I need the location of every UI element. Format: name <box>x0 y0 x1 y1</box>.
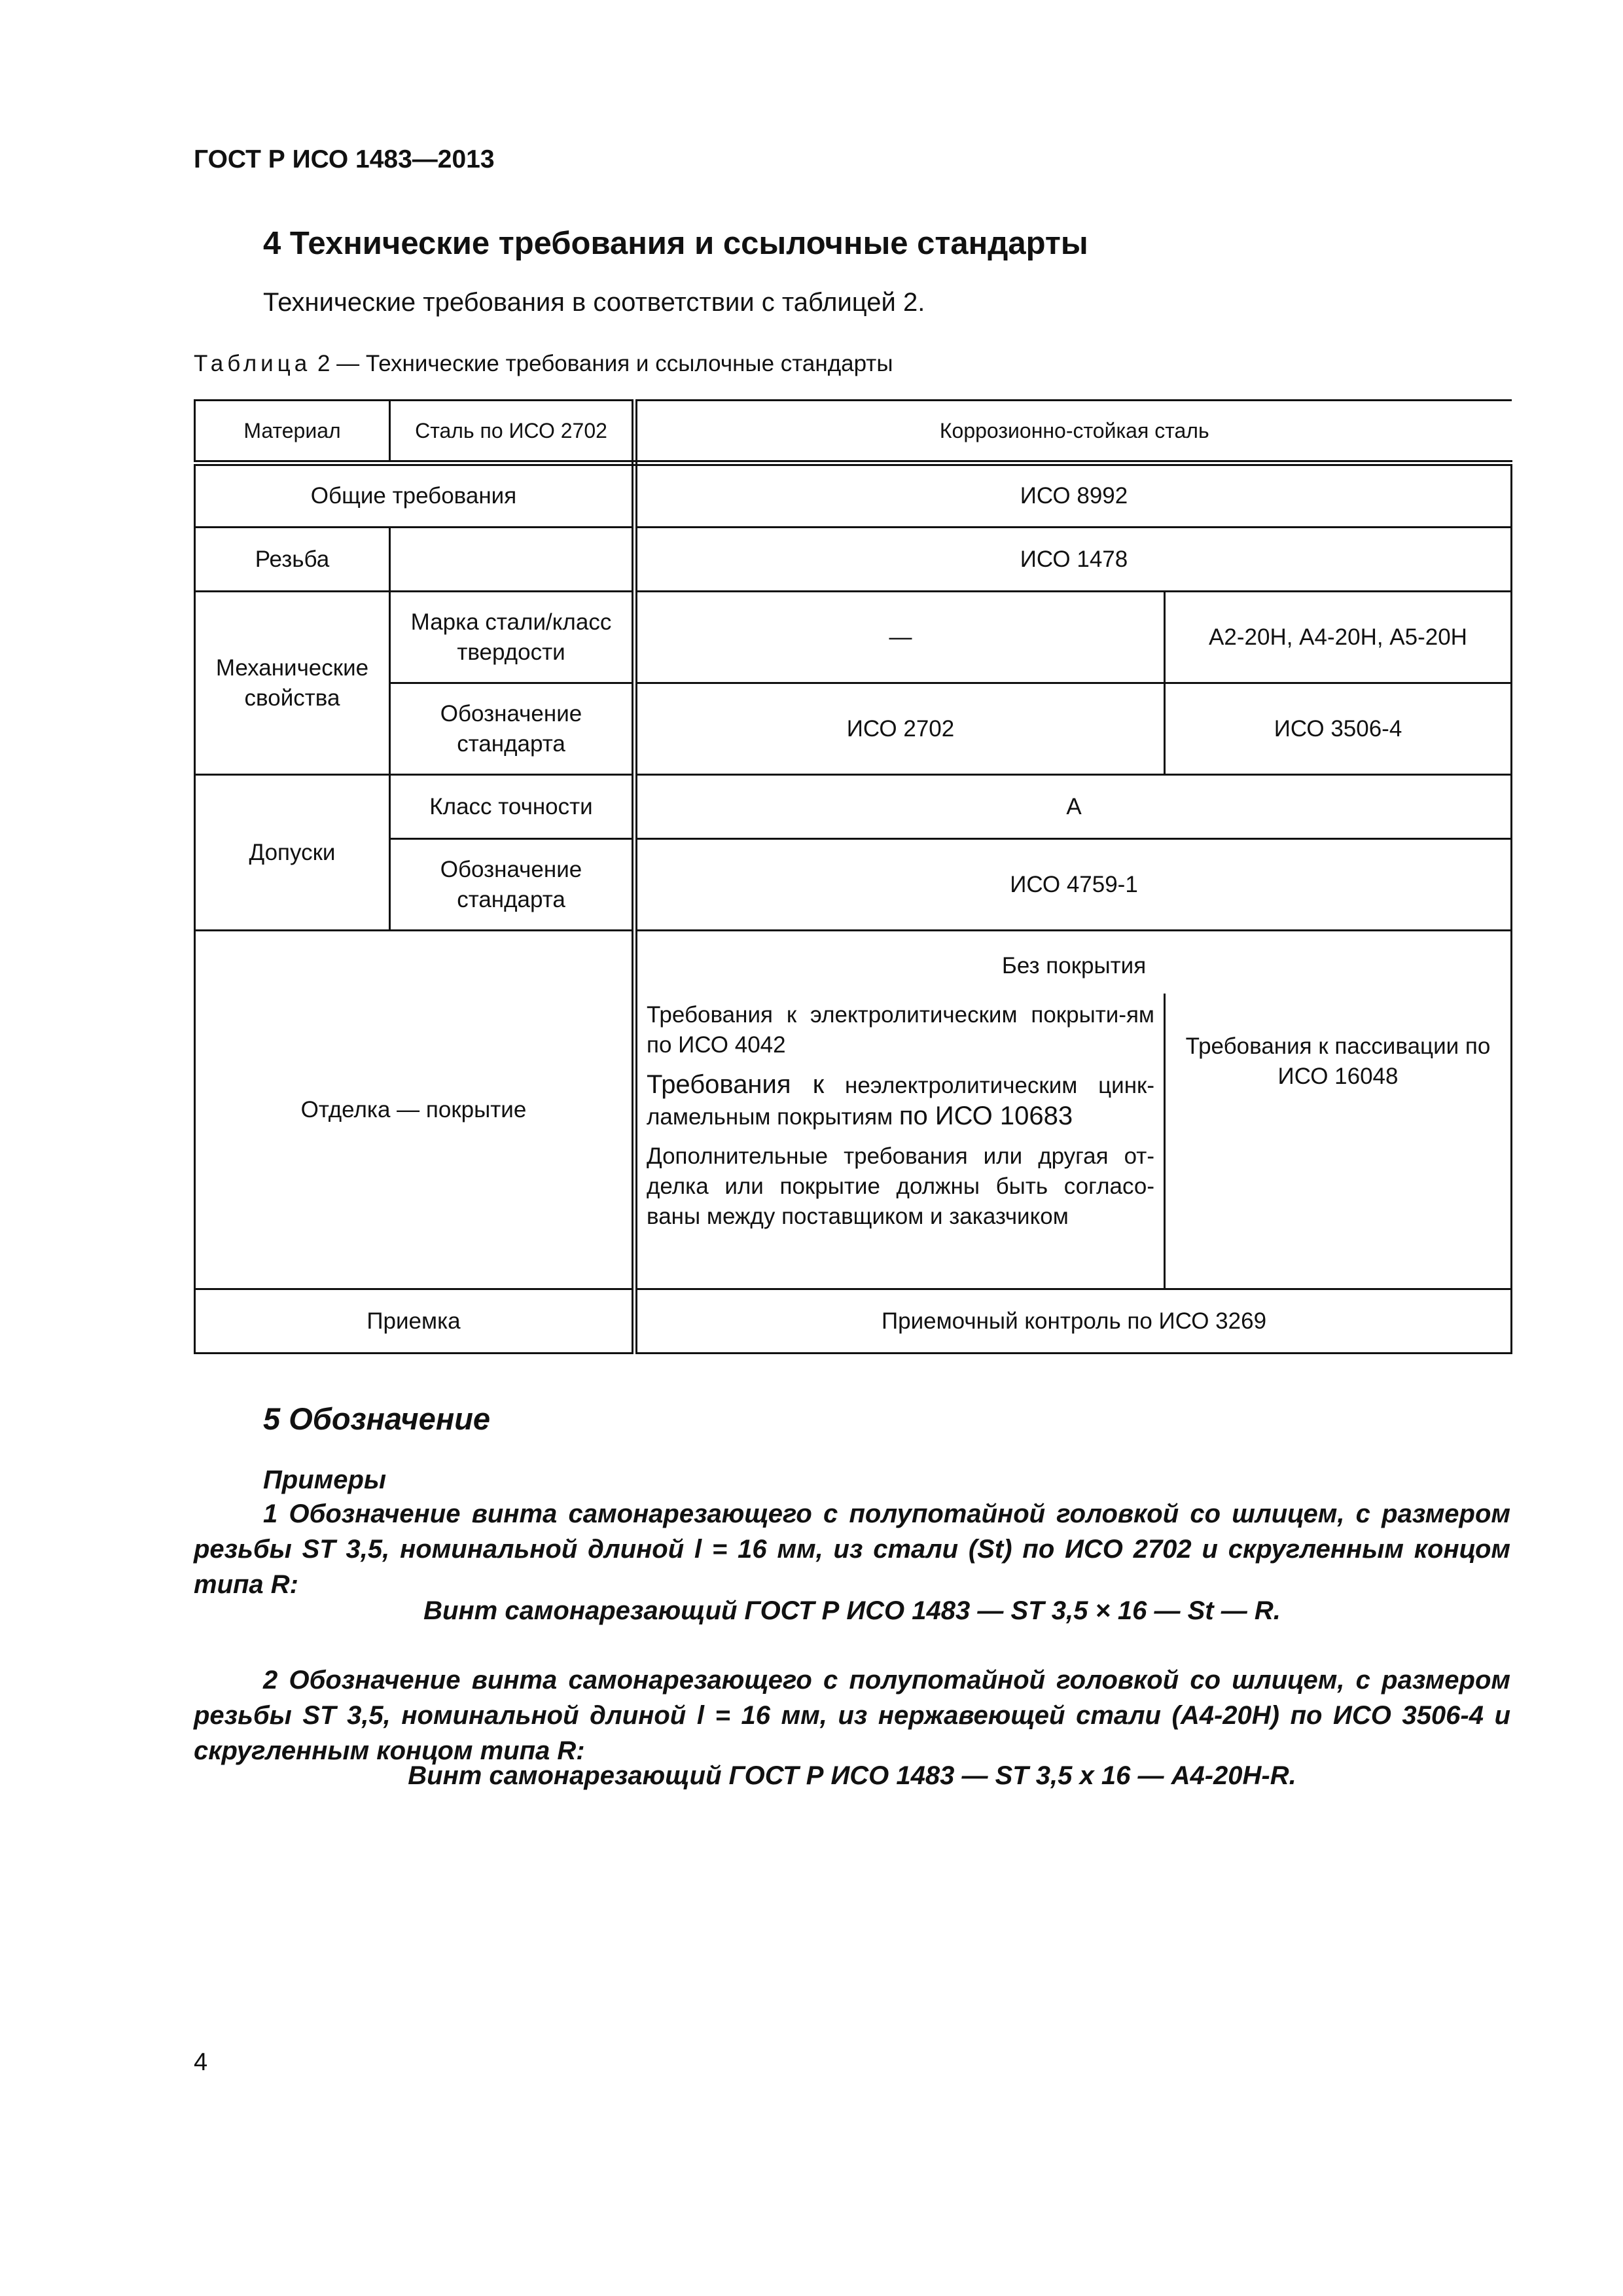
general-value: ИСО 8992 <box>635 463 1512 528</box>
tolerances-label: Допуски <box>195 775 390 931</box>
mechanical-grade-steel: — <box>635 592 1165 683</box>
table-caption <box>194 351 893 377</box>
finish-label: Отделка — покрытие <box>195 931 635 1289</box>
finish-electro: Требования к электролитическим покрыти-ям по ИСО 4042 <box>647 1001 1154 1058</box>
mechanical-std-steel: ИСО 2702 <box>635 683 1165 775</box>
table-row <box>195 592 1512 683</box>
example-1-designation: Винт самонарезающий ГОСТ Р ИСО 1483 — ST 3,5 × 16 — St — R. <box>423 1596 1281 1625</box>
finish-nonelectro-b: неэлектролитическим цинк-ламельным покрытиям <box>647 1072 1155 1130</box>
mechanical-std-label: Обозначение стандарта <box>390 683 635 775</box>
table-row <box>195 931 1512 994</box>
document-header: ГОСТ Р ИСО 1483—2013 <box>194 145 495 173</box>
table-row <box>195 775 1512 839</box>
finish-nonelectro-a: Требования к <box>647 1069 825 1099</box>
table-row <box>195 528 1512 592</box>
section-5-title: 5 Обозначение <box>263 1401 491 1436</box>
examples-heading: Примеры <box>263 1465 387 1494</box>
example-2-designation: Винт самонарезающий ГОСТ Р ИСО 1483 — ST 3,5 x 16 — А4-20Н-R. <box>408 1761 1296 1790</box>
finish-nonelectro <box>647 1069 1154 1132</box>
table-caption-title: 2 — Технические требования и ссылочные стандарты <box>317 351 893 376</box>
head-stainless: Коррозионно-стойкая сталь <box>635 401 1512 463</box>
tolerances-class-label: Класс точности <box>390 775 635 839</box>
table-header-row <box>195 401 1512 463</box>
page-number: 4 <box>194 2049 208 2076</box>
tolerances-std-value: ИСО 4759-1 <box>635 839 1512 931</box>
example-1-text: 1 Обозначение винта самонарезающего с полупотайной головкой со шлицем, с размером резьбы ST 3,5, номинальной длиной l = 16 мм, из стали (St) по ИСО 2702 и скругленным концом типа R: <box>194 1499 1510 1599</box>
acceptance-value: Приемочный контроль по ИСО 3269 <box>635 1289 1512 1354</box>
example-2-text: 2 Обозначение винта самонарезающего с полупотайной головкой со шлицем, с размером резьбы ST 3,5, номинальной длиной l = 16 мм, из нержавеющей стали (А4-20Н) по ИСО 3506-4 и скругленным концом типа R: <box>194 1666 1510 1765</box>
finish-no-coating: Без покрытия <box>635 931 1512 994</box>
mechanical-std-stainless: ИСО 3506-4 <box>1165 683 1512 775</box>
thread-value: ИСО 1478 <box>635 528 1512 592</box>
mechanical-label: Механические свойства <box>195 592 390 775</box>
table-row <box>195 463 1512 528</box>
thread-empty-cell <box>390 528 635 592</box>
head-material: Материал <box>195 401 390 463</box>
requirements-table <box>194 399 1512 1354</box>
mechanical-grade-label: Марка стали/класс твердости <box>390 592 635 683</box>
tolerances-class-value: А <box>635 775 1512 839</box>
table-row <box>195 1289 1512 1354</box>
finish-passivation: Требования к пассивации по ИСО 16048 <box>1165 994 1512 1289</box>
general-label: Общие требования <box>195 463 635 528</box>
tolerances-std-label: Обозначение стандарта <box>390 839 635 931</box>
table-row <box>195 839 1512 931</box>
table-row <box>195 683 1512 775</box>
finish-other: Дополнительные требования или другая от-делка или покрытие должны быть согласо-ваны между поставщиком и заказчиком <box>647 1143 1154 1229</box>
thread-label: Резьба <box>195 528 390 592</box>
section-4-intro: Технические требования в соответствии с таблицей 2. <box>263 288 925 317</box>
head-steel: Сталь по ИСО 2702 <box>390 401 635 463</box>
finish-nonelectro-c: по ИСО 10683 <box>899 1101 1073 1130</box>
table-caption-prefix: Таблица <box>194 351 312 376</box>
acceptance-label: Приемка <box>195 1289 635 1354</box>
mechanical-grade-stainless: А2-20Н, А4-20Н, А5-20Н <box>1165 592 1512 683</box>
section-4-title: 4 Технические требования и ссылочные стандарты <box>263 226 1088 261</box>
finish-coatings-cell <box>635 994 1165 1289</box>
